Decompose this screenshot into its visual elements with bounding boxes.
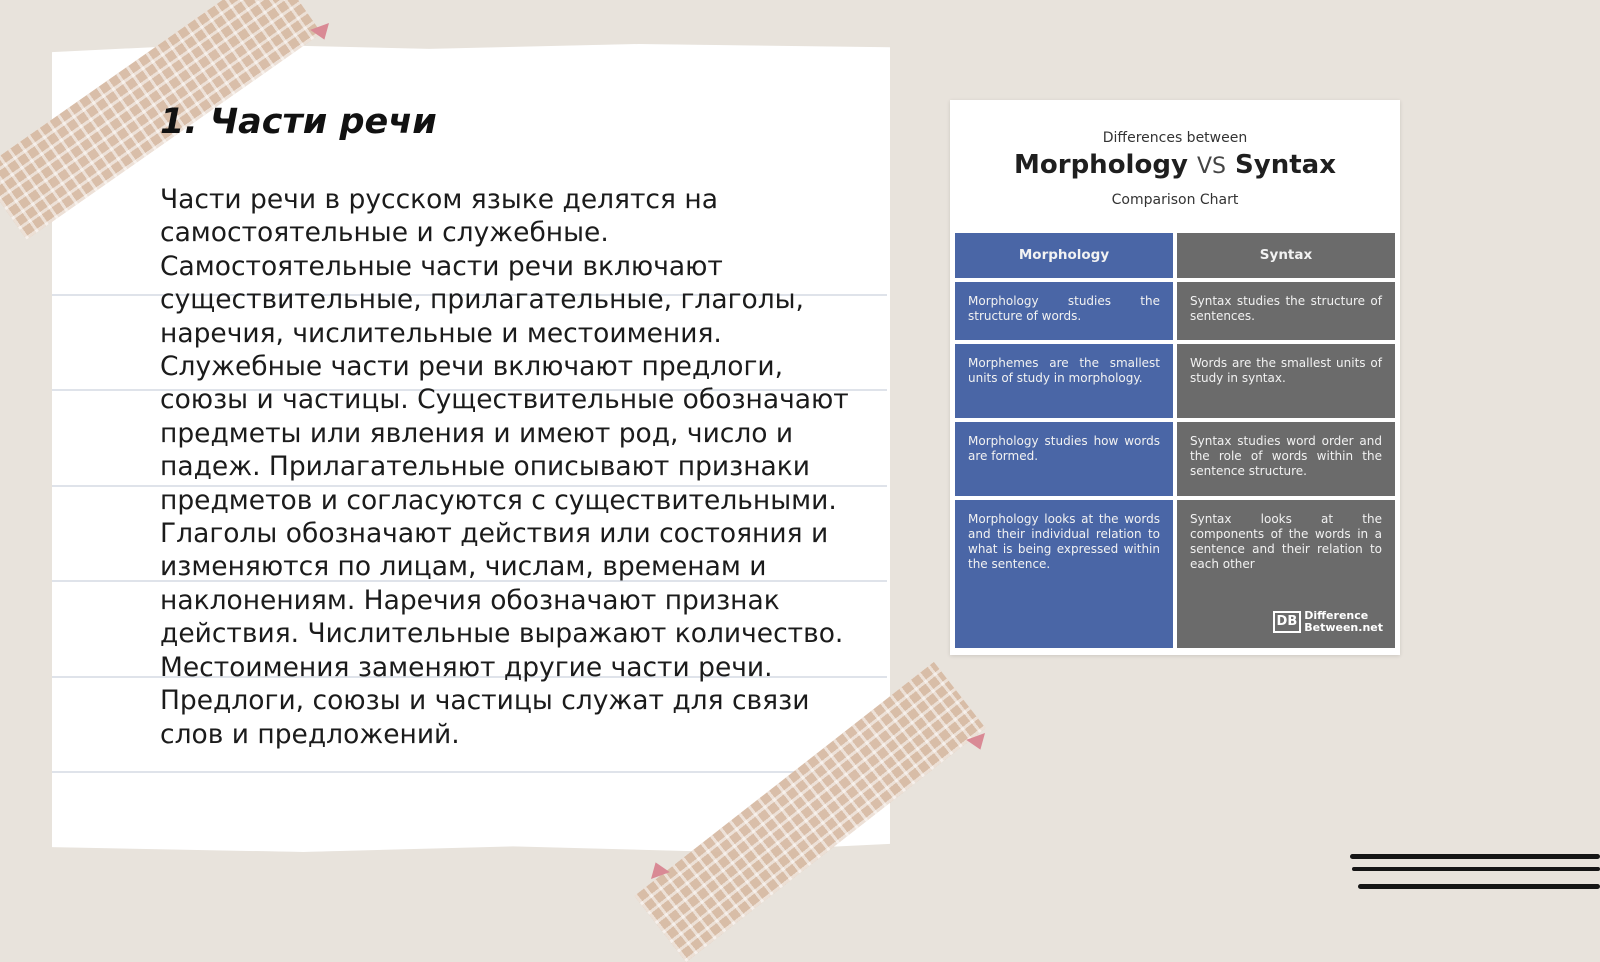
table-cell-syntax [1177, 500, 1395, 648]
table-cell-syntax: Syntax studies word order and the role of words within the sentence structure. [1177, 422, 1395, 496]
column-header-morphology: Morphology [955, 233, 1173, 278]
brush-stroke [1350, 854, 1600, 859]
table-cell-morphology: Morphemes are the smallest units of study in morphology. [955, 344, 1173, 418]
logo-line-2: Between.net [1304, 621, 1383, 634]
chart-title-left: Morphology [1014, 150, 1188, 180]
logo-mark: DB [1273, 611, 1302, 633]
comparison-table [955, 233, 1395, 648]
comparison-chart-card [950, 100, 1400, 655]
page-title: 1. Части речи [160, 102, 437, 142]
chart-title-vs: VS [1196, 154, 1226, 179]
difference-between-logo [1273, 610, 1383, 634]
chart-subtitle: Comparison Chart [1111, 192, 1239, 208]
table-cell-syntax-text: Syntax looks at the components of the words in a sentence and their relation to each other [1190, 512, 1382, 571]
chart-kicker: Differences between [1102, 130, 1248, 146]
paper-rule [52, 771, 887, 773]
body-paragraph: Части речи в русском языке делятся на самостоятельные и служебные. Самостоятельные части речи включают существительные, прилагательные, глаголы, наречия, числительные и местоимения. Служебные части речи включают предлоги, союзы и частицы. Существительные обозначают предметы или явления и имеют род, число и падеж. Прилагательные описывают признаки предметов и согласуются с существительными. Глаголы обозначают действия или состояния и изменяются по лицам, числам, временам и наклонениям. Наречия обозначают признак действия. Числительные выражают количество. Местоимения заменяют другие части речи. Предлоги, союзы и частицы служат для связи слов и предложений. [160, 184, 849, 750]
table-cell-syntax: Words are the smallest units of study in syntax. [1177, 344, 1395, 418]
logo-text [1304, 610, 1383, 634]
table-cell-morphology: Morphology looks at the words and their individual relation to what is being expressed within the sentence. [955, 500, 1173, 648]
brush-stroke [1352, 867, 1600, 871]
logo-line-1: Difference [1304, 609, 1369, 622]
table-cell-morphology: Morphology studies the structure of words. [955, 282, 1173, 340]
table-cell-morphology: Morphology studies how words are formed. [955, 422, 1173, 496]
table-cell-syntax: Syntax studies the structure of sentences. [1177, 282, 1395, 340]
chart-title-right: Syntax [1235, 150, 1336, 180]
chart-title [950, 150, 1400, 180]
brush-stroke [1358, 884, 1600, 889]
column-header-syntax: Syntax [1177, 233, 1395, 278]
